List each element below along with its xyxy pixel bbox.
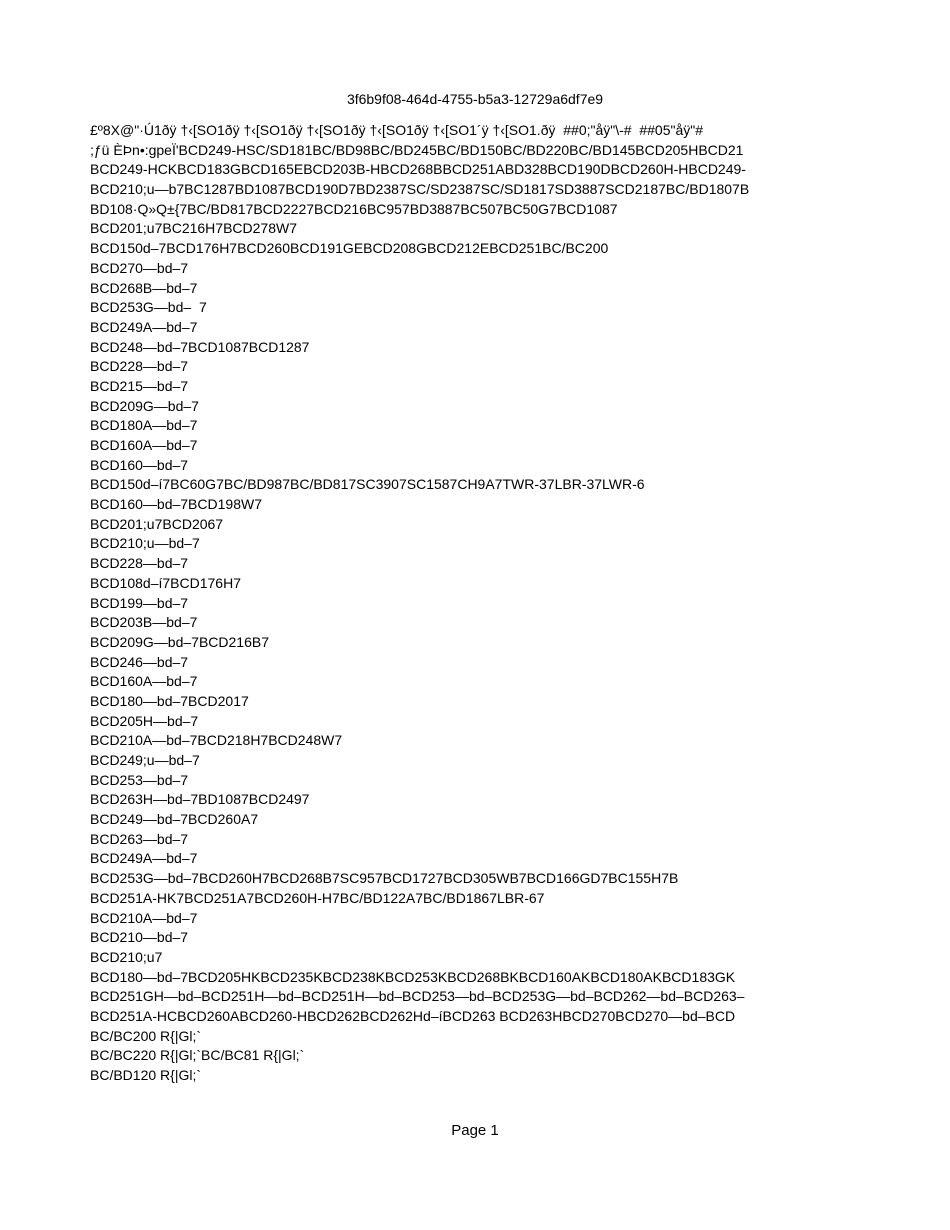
text-line: BCD150d–7BCD176H7BCD260BCD191GEBCD208GBCD212EBCD251BC/BC200	[90, 240, 609, 257]
text-line: BCD209G—bd–7BCD216B7	[90, 633, 269, 650]
text-line: BCD249A—bd–7	[90, 850, 198, 867]
text-line: BCD150d–í7BC60G7BC/BD987BC/BD817SC3907SC1587CH9A7TWR-37LBR-37LWR-6	[90, 476, 645, 493]
text-line: BCD270—bd–7	[90, 259, 189, 276]
text-line: BCD180—bd–7BCD205HKBCD235KBCD238KBCD253KBCD268BKBCD160AKBCD180AKBCD183GK	[90, 968, 736, 985]
text-line: BCD210;u—bd–7	[90, 535, 200, 552]
text-line: BC/BC220 R{|Gl;`BC/BC81 R{|Gl;`	[90, 1047, 305, 1064]
page-header: 3f6b9f08-464d-4755-b5a3-12729a6df7e9	[346, 91, 604, 107]
text-line: BCD160A—bd–7	[90, 437, 198, 453]
text-line: BCD228—bd–7	[90, 555, 189, 572]
text-line: BCD203B—bd–7	[90, 614, 198, 631]
text-line: BCD108d–í7BCD176H7	[90, 574, 241, 591]
text-line: BCD210A—bd–7BCD218H7BCD248W7	[90, 732, 343, 749]
text-line: BCD251GH—bd–BCD251H—bd–BCD251H—bd–BCD253—bd–BCD253G—bd–BCD262—bd–BCD263–	[90, 988, 745, 1005]
text-line: BCD251A-HCBCD260ABCD260-HBCD262BCD262Hd–íBCD263 BCD263HBCD270BCD270—bd–BCD	[90, 1007, 736, 1024]
text-line: BD108·Q»Q±{7BC/BD817BCD2227BCD216BC957BD3887BC507BC50G7BCD1087	[90, 200, 618, 217]
text-line: ;ƒü ÈÞn•:gpeÏ'BCD249-HSC/SD181BC/BD98BC/BD245BC/BD150BC/BD220BC/BD145BCD205HBCD21	[90, 141, 744, 158]
text-line: £º8X@"·Ú1ðÿ †‹[SO1ðÿ †‹[SO1ðÿ †‹[SO1ðÿ †‹[SO1ðÿ †‹[SO1´ÿ †‹[SO1.ðÿ ##0;"åÿ"\-# ##05"åÿ"#	[90, 122, 704, 138]
text-line: BCD249;u—bd–7	[90, 752, 200, 768]
text-line: BCD268B—bd–7	[90, 279, 198, 296]
text-line: BCD215—bd–7	[90, 377, 189, 394]
text-line: BCD253G—bd–7BCD260H7BCD268B7SC957BCD1727BCD305WB7BCD166GD7BC155H7B	[90, 870, 679, 887]
text-line: BCD160A—bd–7	[90, 673, 198, 690]
text-line: BCD205H—bd–7	[90, 712, 199, 729]
text-line: BCD180—bd–7BCD2017	[90, 692, 249, 709]
text-line: BCD209G—bd–7	[90, 397, 199, 414]
text-line: BCD210A—bd–7	[90, 909, 198, 926]
text-line: BCD251A-HK7BCD251A7BCD260H-H7BC/BD122A7BC/BD1867LBR-67	[90, 889, 545, 906]
text-line: BCD253G—bd– 7	[90, 299, 207, 316]
text-line: BCD253—bd–7	[90, 771, 189, 788]
text-line: BCD246—bd–7	[90, 653, 189, 670]
text-line: BCD263—bd–7	[90, 830, 189, 847]
text-line: BCD199—bd–7	[90, 594, 189, 611]
text-line: BC/BC200 R{|Gl;`	[90, 1027, 202, 1044]
text-line: BCD201;u7BC216H7BCD278W7	[90, 220, 297, 237]
text-line: BCD210—bd–7	[90, 929, 189, 946]
text-line: BCD228—bd–7	[90, 358, 189, 375]
document-body	[90, 121, 818, 1086]
text-line: BCD210;u—b7BC1287BD1087BCD190D7BD2387SC/SD2387SC/SD1817SD3887SCD2187BC/BD1807B	[90, 181, 750, 198]
text-line: BCD249A—bd–7	[90, 318, 198, 335]
text-line: BCD160—bd–7	[90, 456, 189, 473]
text-line: BCD249-HCKBCD183GBCD165EBCD203B-HBCD268BBCD251ABD328BCD190DBCD260H-HBCD249-	[90, 161, 746, 178]
text-line: BCD249—bd–7BCD260A7	[90, 811, 259, 828]
page-number: Page 1	[451, 1122, 499, 1139]
text-line: BCD248—bd–7BCD1087BCD1287	[90, 338, 310, 355]
text-line: BCD180A—bd–7	[90, 417, 198, 434]
text-line: BCD160—bd–7BCD198W7	[90, 496, 262, 513]
text-line: BCD210;u7	[90, 948, 163, 965]
text-line: BCD201;u7BCD2067	[90, 515, 224, 532]
text-line: BCD263H—bd–7BD1087BCD2497	[90, 791, 310, 808]
text-line: BC/BD120 R{|Gl;`	[90, 1067, 202, 1083]
